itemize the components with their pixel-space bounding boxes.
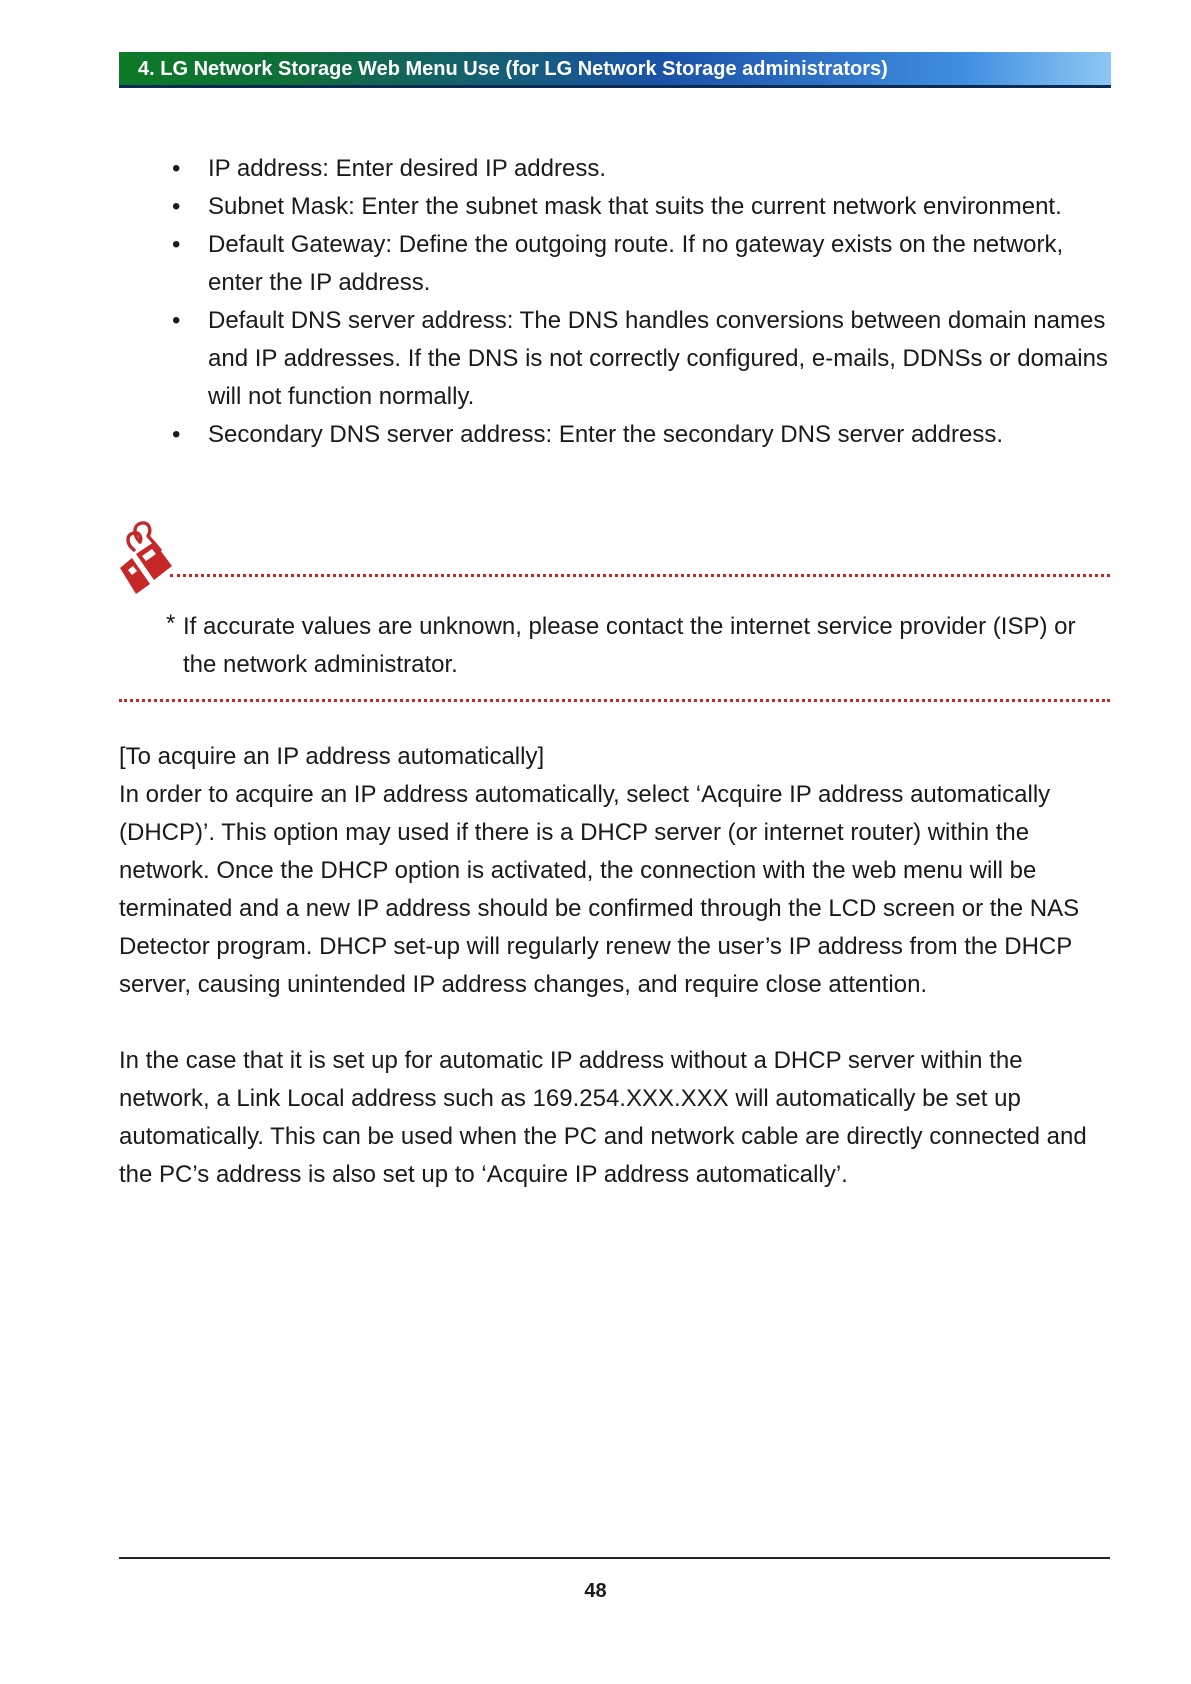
dhcp-heading: [To acquire an IP address automatically] [119,743,545,770]
list-item [168,188,1118,226]
footer-divider [119,1557,1110,1559]
dhcp-paragraph: In order to acquire an IP address automatically, select ‘Acquire IP address automatically (DHCP)’. This option may used if there is a DHCP server (or internet router) within the network. Once the DHCP option is activated, the connection with the web menu will be terminated and a new IP address should be confirmed through the LCD screen or the NAS Detector program. DHCP set-up will regularly renew the user’s IP address from the DHCP server, causing unintended IP address changes, and require close attention. [119,781,1080,998]
bullet-icon: • [172,307,181,334]
list-item-text: IP address: Enter desired IP address. [208,155,607,182]
list-item [168,302,1118,416]
list-item [168,226,1118,302]
note-box [166,608,1106,684]
paperclip-icon [116,520,178,598]
list-item [168,416,1118,454]
settings-bullet-list [168,150,1118,454]
bullet-icon: • [172,193,181,220]
section-header-bar [119,52,1111,88]
dhcp-section [119,738,1114,1004]
link-local-section [119,1042,1114,1194]
list-item-text: Secondary DNS server address: Enter the secondary DNS server address. [208,421,1004,448]
page-number: 48 [584,1580,607,1602]
list-item [168,150,1118,188]
note-divider-bottom [119,699,1110,702]
bullet-icon: • [172,231,181,258]
note-text: If accurate values are unknown, please contact the internet service provider (ISP) or the network administrator. [183,613,1076,678]
bullet-icon: • [172,421,181,448]
list-item-text: Default DNS server address: The DNS handles conversions between domain names and IP addresses. If the DNS is not correctly configured, e-mails, DDNSs or domains will not function normally. [208,307,1108,410]
section-header-title: 4. LG Network Storage Web Menu Use (for LG Network Storage administrators) [138,58,888,80]
link-local-paragraph: In the case that it is set up for automatic IP address without a DHCP server within the network, a Link Local address such as 169.254.XXX.XXX will automatically be set up automatically. This can be used when the PC and network cable are directly connected and the PC’s address is also set up to ‘Acquire IP address automatically’. [119,1047,1087,1188]
list-item-text: Subnet Mask: Enter the subnet mask that suits the current network environment. [208,193,1062,220]
note-divider-top [170,574,1110,577]
note-marker: * [166,610,176,637]
bullet-icon: • [172,155,181,182]
list-item-text: Default Gateway: Define the outgoing route. If no gateway exists on the network, enter the IP address. [208,231,1064,296]
